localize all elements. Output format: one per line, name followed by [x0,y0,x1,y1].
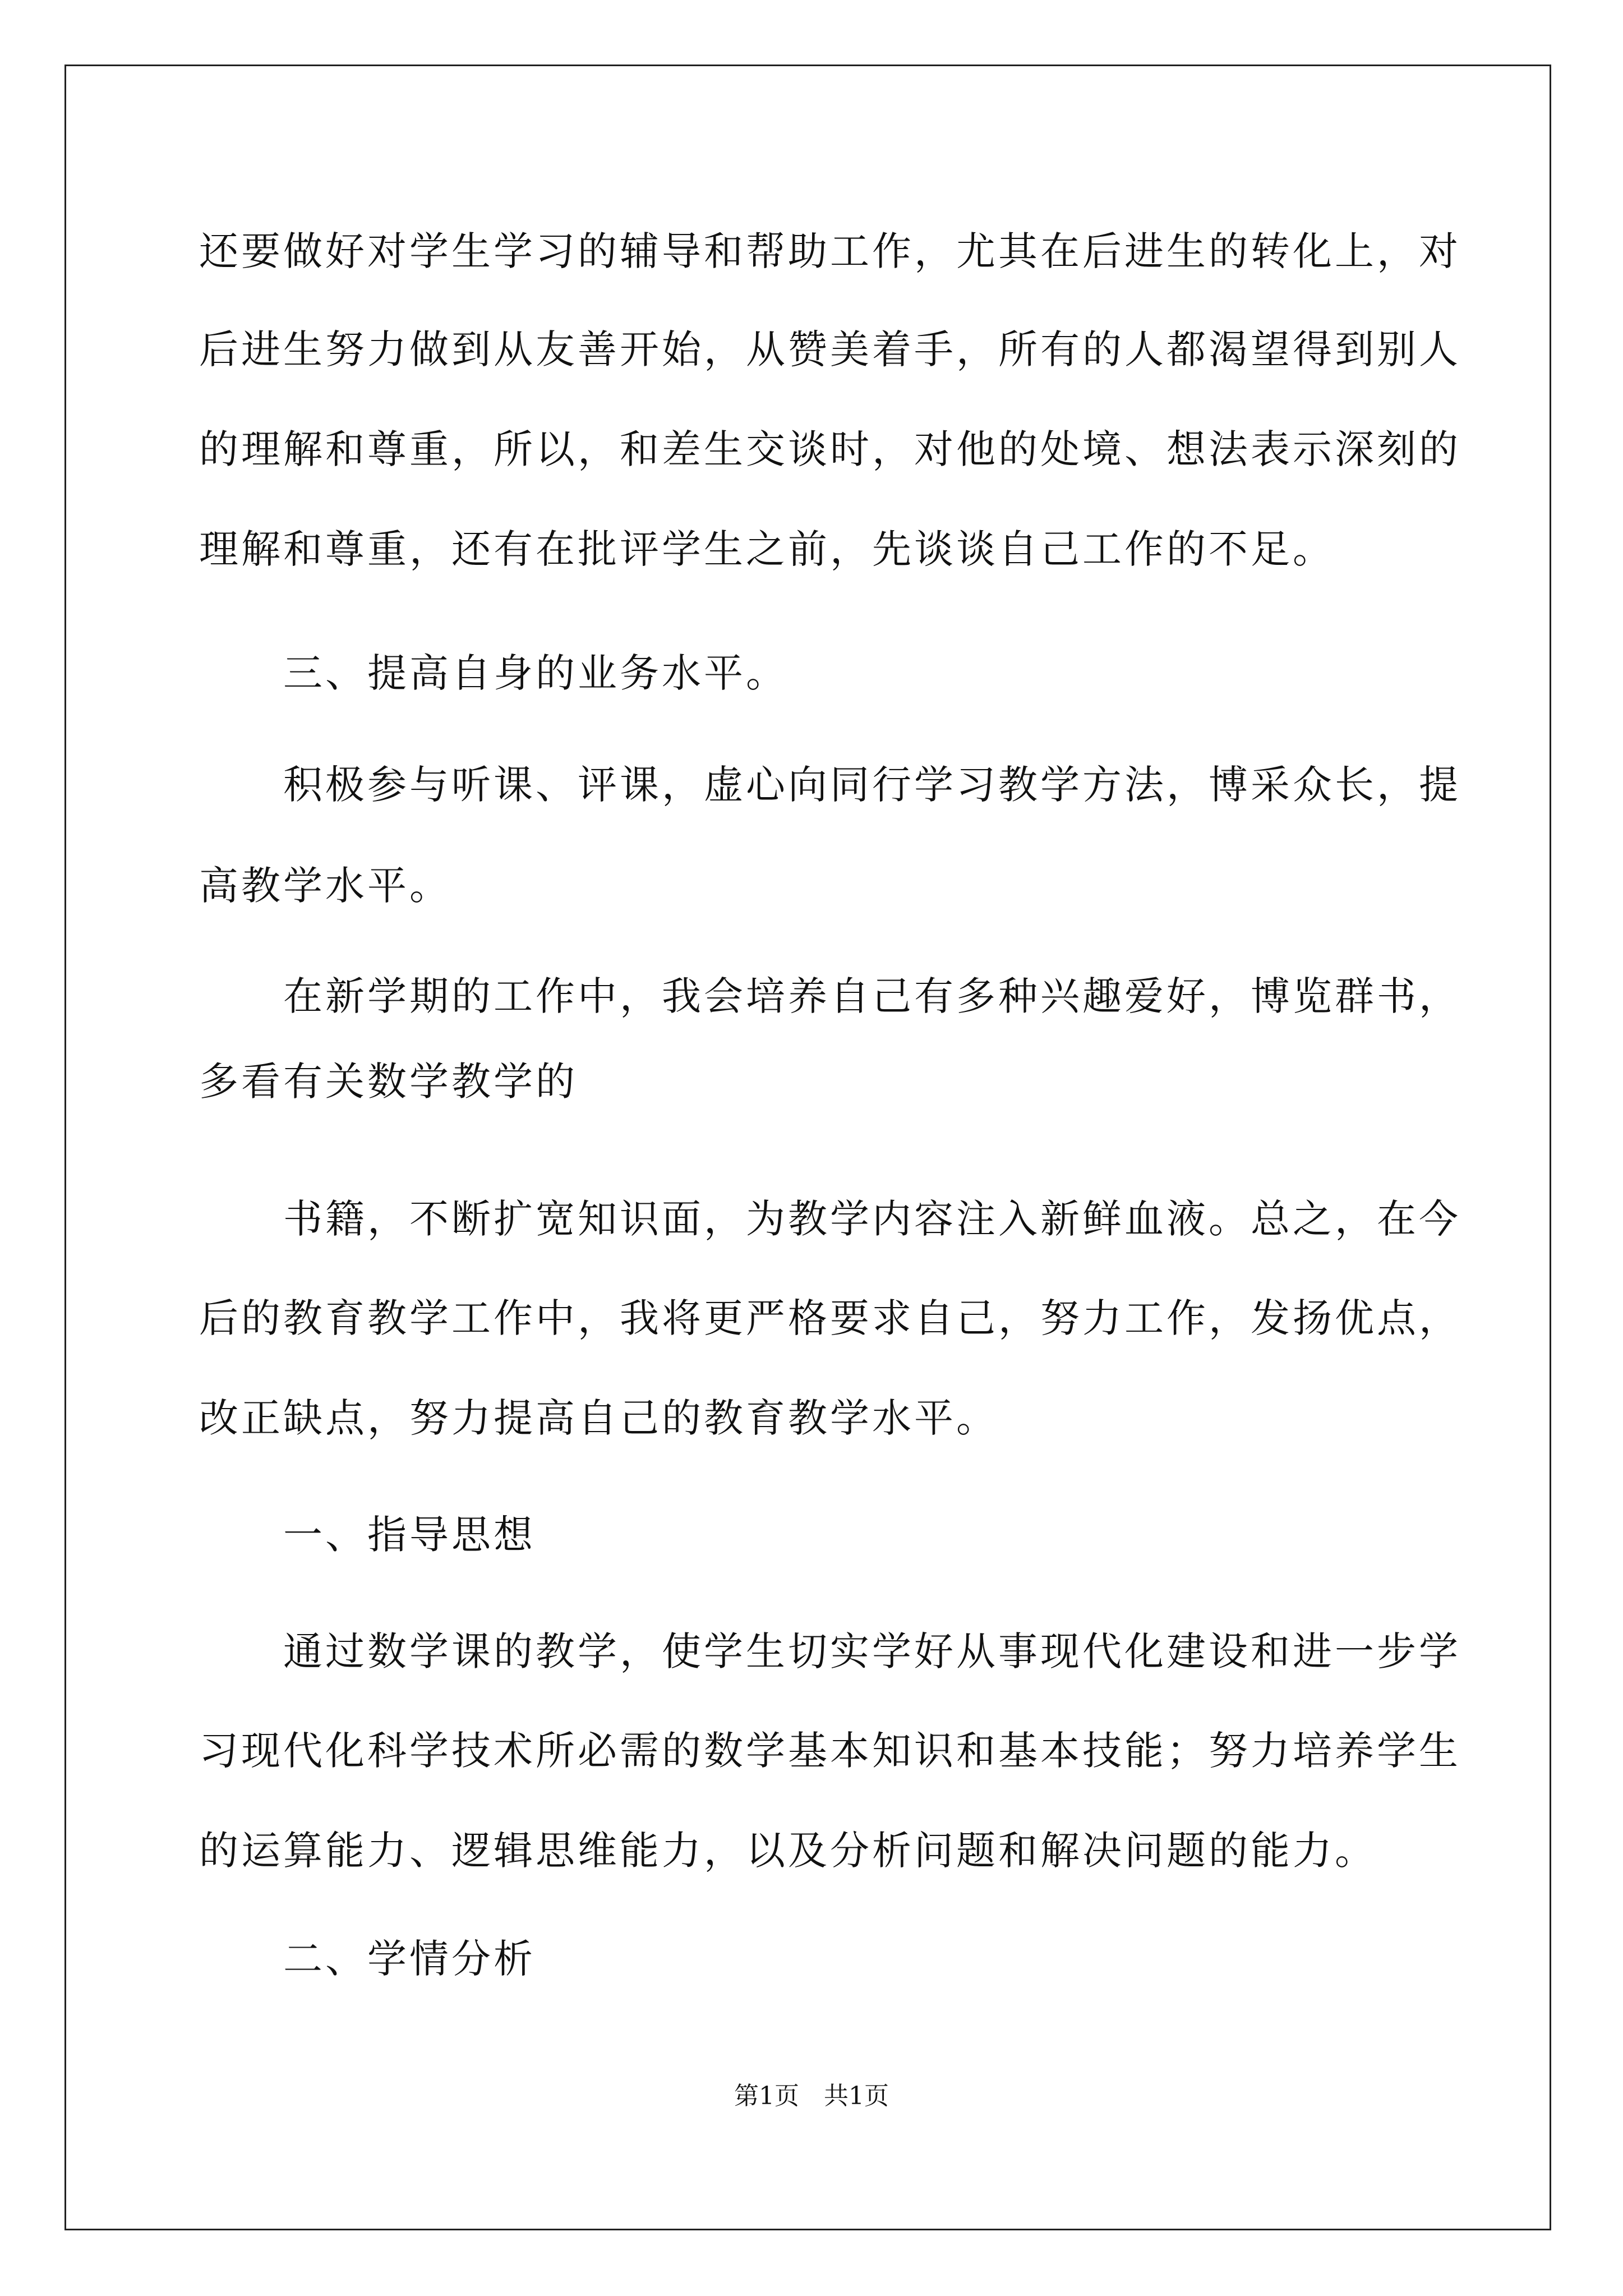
text-line: 的运算能力、逻辑思维能力，以及分析问题和解决问题的能力。 [199,1828,1377,1874]
text-line: 在新学期的工作中，我会培养自己有多种兴趣爱好，博览群书， [199,973,1461,1019]
text-line: 积极参与听课、评课，虚心向同行学习教学方法，博采众长，提 [199,762,1461,808]
text-line: 理解和尊重，还有在批评学生之前，先谈谈自己工作的不足。 [199,526,1335,572]
text-line: 习现代化科学技术所必需的数学基本知识和基本技能；努力培养学生 [199,1728,1461,1774]
page-number: 第1页 共1页 [734,2082,889,2110]
text-line: 通过数学课的教学，使学生切实学好从事现代化建设和进一步学 [199,1628,1461,1674]
text-line: 高教学水平。 [199,863,451,909]
text-line: 的理解和尊重，所以，和差生交谈时，对他的处境、想法表示深刻的 [199,426,1461,472]
text-line: 后的教育教学工作中，我将更严格要求自己，努力工作，发扬优点， [199,1295,1461,1341]
text-line: 书籍，不断扩宽知识面，为教学内容注入新鲜血液。总之，在今 [199,1196,1461,1242]
section-heading: 三、提高自身的业务水平。 [199,650,788,696]
text-line: 改正缺点，努力提高自己的教育教学水平。 [199,1395,998,1441]
section-heading: 一、指导思想 [199,1512,536,1558]
page-border [64,65,1551,2230]
text-line: 多看有关数学教学的 [199,1059,578,1105]
text-line: 还要做好对学生学习的辅导和帮助工作，尤其在后进生的转化上，对 [199,228,1461,274]
section-heading: 二、学情分析 [199,1936,536,1982]
text-line: 后进生努力做到从友善开始，从赞美着手，所有的人都渴望得到别人 [199,326,1461,372]
